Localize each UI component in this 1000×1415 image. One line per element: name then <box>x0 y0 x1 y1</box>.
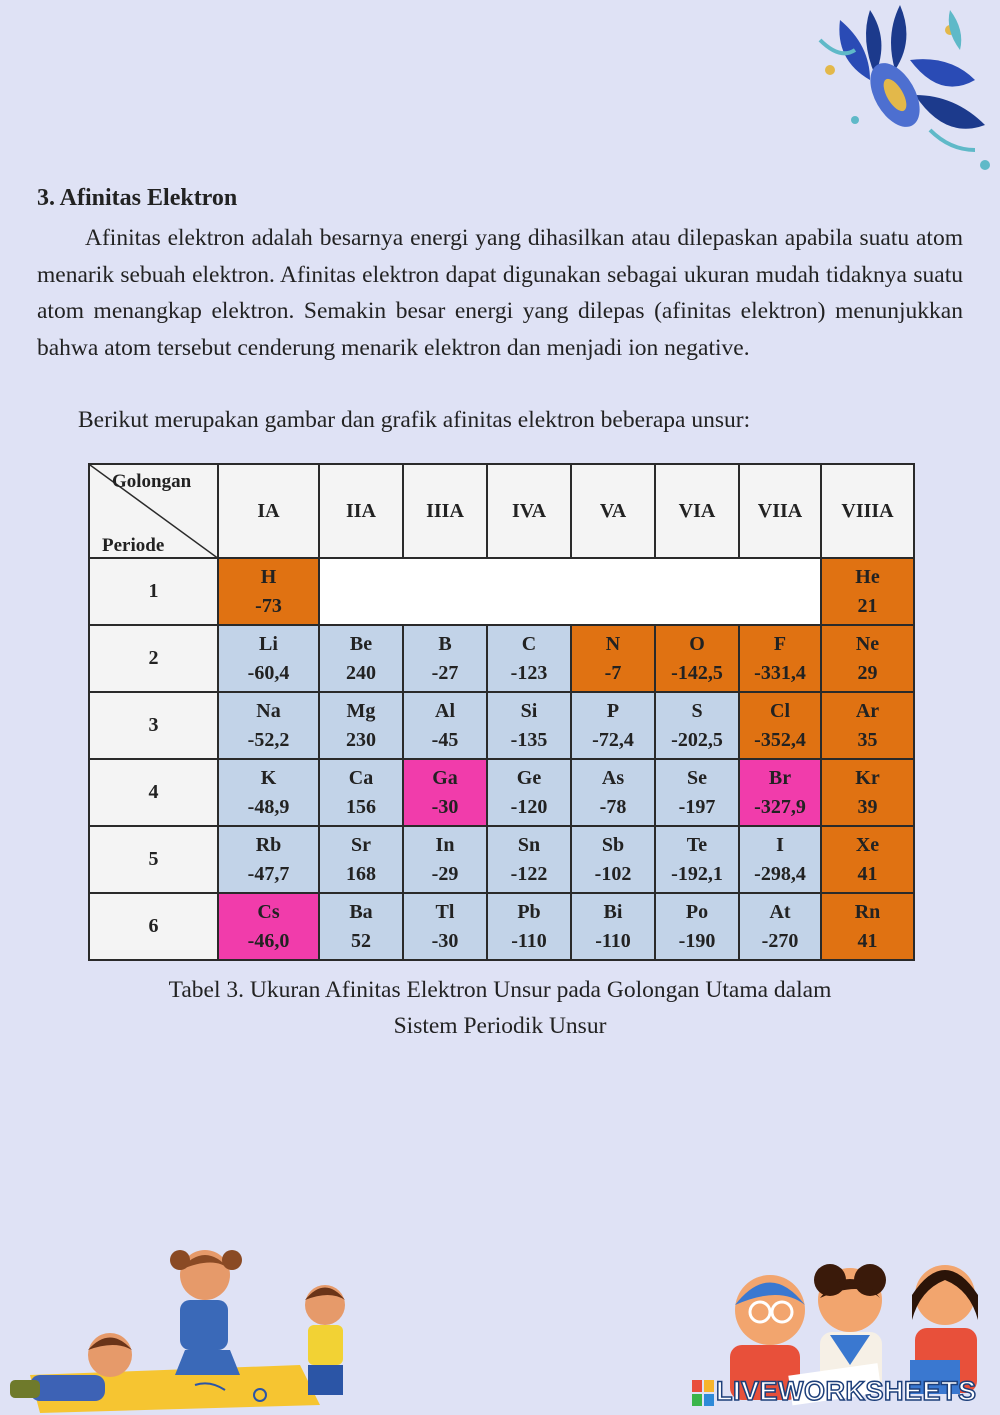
floral-ornament-icon <box>800 0 1000 175</box>
element-cell: Ar 35 <box>821 692 914 759</box>
caption-line-1: Tabel 3. Ukuran Afinitas Elektron Unsur pada Golongan Utama dalam <box>168 977 832 1003</box>
corner-label-periode: Periode <box>102 535 165 556</box>
group-header: VIA <box>655 464 739 558</box>
element-cell: I -298,4 <box>739 826 821 893</box>
period-label: 3 <box>89 692 218 759</box>
period-label: 6 <box>89 893 218 960</box>
element-cell: Pb -110 <box>487 893 571 960</box>
element-cell: F -331,4 <box>739 625 821 692</box>
group-header: VIIA <box>739 464 821 558</box>
corner-label-golongan: Golongan <box>112 471 192 492</box>
element-cell: Ne 29 <box>821 625 914 692</box>
element-cell: B -27 <box>403 625 487 692</box>
period-label: 1 <box>89 558 218 625</box>
table-row <box>89 759 914 826</box>
element-cell: Bi -110 <box>571 893 655 960</box>
group-header: IVA <box>487 464 571 558</box>
group-header: IA <box>218 464 319 558</box>
table-corner-header <box>89 464 218 558</box>
element-cell: Xe 41 <box>821 826 914 893</box>
table-row <box>89 893 914 960</box>
element-cell: He 21 <box>821 558 914 625</box>
group-header: IIIA <box>403 464 487 558</box>
liveworksheets-logo-icon <box>692 1380 714 1406</box>
period-label: 4 <box>89 759 218 826</box>
element-cell: N -7 <box>571 625 655 692</box>
element-cell: Ba 52 <box>319 893 403 960</box>
element-cell: At -270 <box>739 893 821 960</box>
element-cell: P -72,4 <box>571 692 655 759</box>
element-cell: Mg 230 <box>319 692 403 759</box>
table-row <box>89 826 914 893</box>
element-cell: As -78 <box>571 759 655 826</box>
group-header: VIIIA <box>821 464 914 558</box>
group-header: IIA <box>319 464 403 558</box>
element-cell: Ge -120 <box>487 759 571 826</box>
element-cell: Na -52,2 <box>218 692 319 759</box>
element-cell: O -142,5 <box>655 625 739 692</box>
element-cell: Br -327,9 <box>739 759 821 826</box>
element-cell: Rb -47,7 <box>218 826 319 893</box>
element-cell: Ga -30 <box>403 759 487 826</box>
element-cell: K -48,9 <box>218 759 319 826</box>
element-cell: Rn 41 <box>821 893 914 960</box>
element-cell: In -29 <box>403 826 487 893</box>
electron-affinity-table <box>88 463 915 961</box>
period-label: 5 <box>89 826 218 893</box>
element-cell: Te -192,1 <box>655 826 739 893</box>
table-row <box>89 625 914 692</box>
element-cell: C -123 <box>487 625 571 692</box>
element-cell: Al -45 <box>403 692 487 759</box>
empty-region <box>319 558 821 625</box>
caption-line-2: Sistem Periodik Unsur <box>393 1013 607 1039</box>
table-row <box>89 692 914 759</box>
element-cell: S -202,5 <box>655 692 739 759</box>
element-cell: Sr 168 <box>319 826 403 893</box>
element-cell: Se -197 <box>655 759 739 826</box>
element-cell: Cs -46,0 <box>218 893 319 960</box>
element-cell: Po -190 <box>655 893 739 960</box>
paragraph-definition: Afinitas elektron adalah besarnya energi yang dihasilkan atau dilepaskan apabila suatu atom menarik sebuah elektron. Afinitas elektron dapat digunakan sebagai ukuran mudah tidaknya suatu atom menangkap elektron. Semakin besar energi yang dilepas (afinitas elektron) menunjukkan bahwa atom tersebut cenderung menarik elektron dan menjadi ion negative. <box>37 225 963 361</box>
table-caption <box>60 972 940 1044</box>
element-cell: Ca 156 <box>319 759 403 826</box>
table-row <box>89 558 914 625</box>
element-cell: H -73 <box>218 558 319 625</box>
children-drawing-illustration <box>0 1245 370 1415</box>
element-cell: Si -135 <box>487 692 571 759</box>
element-cell: Tl -30 <box>403 893 487 960</box>
element-cell: Be 240 <box>319 625 403 692</box>
element-cell: Sb -102 <box>571 826 655 893</box>
brand-watermark: LIVEWORKSHEETS <box>716 1376 977 1406</box>
element-cell: Li -60,4 <box>218 625 319 692</box>
element-cell: Kr 39 <box>821 759 914 826</box>
section-heading: 3. Afinitas Elektron <box>37 185 238 211</box>
period-label: 2 <box>89 625 218 692</box>
paragraph-intro: Berikut merupakan gambar dan grafik afinitas elektron beberapa unsur: <box>78 407 751 433</box>
element-cell: Sn -122 <box>487 826 571 893</box>
group-header: VA <box>571 464 655 558</box>
element-cell: Cl -352,4 <box>739 692 821 759</box>
